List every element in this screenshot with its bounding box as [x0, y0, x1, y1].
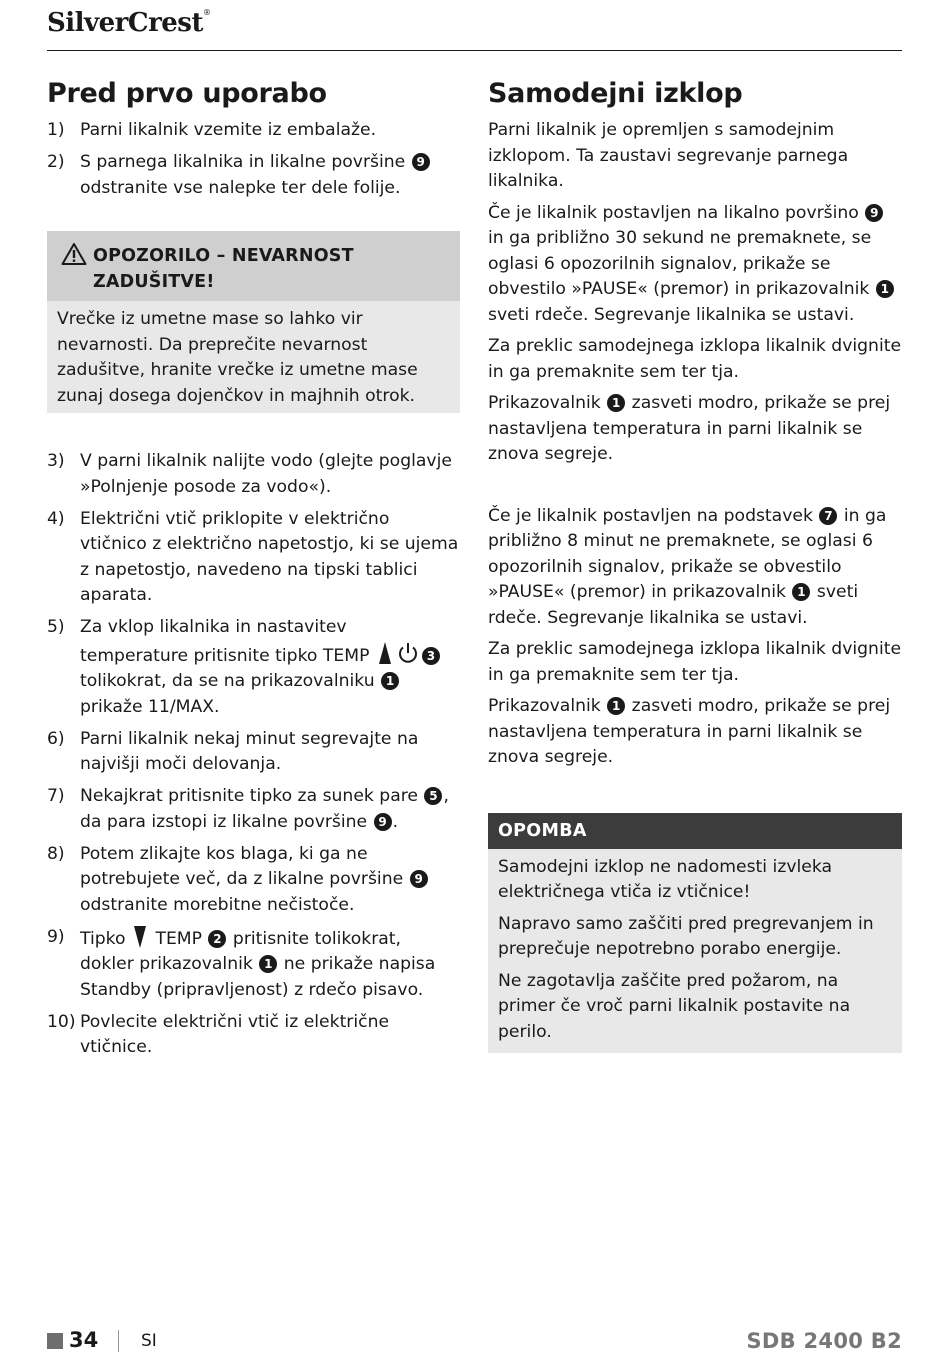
text: Prikazovalnik — [488, 393, 607, 413]
step-4 — [47, 507, 460, 609]
step-number: 8) — [47, 843, 65, 864]
text: sveti rdeče. Segrevanje likalnika se ustavi. — [488, 304, 855, 325]
step-3 — [47, 449, 460, 500]
paragraph — [488, 391, 902, 468]
part-number-badge: 1 — [607, 394, 625, 412]
part-number-badge: 9 — [374, 813, 392, 831]
section-title-auto-off: Samodejni izklop — [488, 78, 743, 109]
step-text: Nekajkrat pritisnite tipko za sunek pare — [80, 786, 424, 806]
left-column — [47, 76, 460, 1067]
paragraph — [488, 694, 902, 771]
warning-box — [47, 231, 460, 413]
step-text: TEMP — [149, 928, 208, 949]
step-8 — [47, 842, 460, 919]
step-text: Tipko — [80, 928, 131, 949]
right-column — [488, 76, 902, 1053]
brand-logo — [47, 8, 210, 38]
text: Če je likalnik postavljen na likalno površino — [488, 202, 865, 223]
part-number-badge: 7 — [819, 507, 837, 525]
part-number-badge: 9 — [410, 870, 428, 888]
warning-body — [47, 301, 460, 413]
part-number-badge: 1 — [259, 955, 277, 973]
step-text: . — [392, 811, 399, 832]
step-text: Električni vtič priklopite v električno vtičnico z električno napetostjo, ki se ujema z napetostjo, navedeno na tipski tablici aparata. — [80, 508, 459, 605]
step-text: odstranite morebitne nečistoče. — [80, 894, 355, 915]
step-6 — [47, 727, 460, 778]
step-text: prikaže 11/MAX. — [80, 696, 220, 717]
brand-name: SilverCrest — [47, 8, 203, 38]
note-box — [488, 813, 902, 1054]
step-text: pritisnite tolikokrat, dokler prikazovalnik — [80, 928, 402, 974]
step-text: Za vklop likalnika in nastavitev temperature pritisnite tipko TEMP — [80, 617, 375, 666]
footer-divider — [118, 1330, 119, 1352]
step-2 — [47, 150, 460, 201]
paragraph: Za preklic samodejnega izklopa likalnik dvignite in ga premaknite sem ter tja. — [488, 336, 902, 382]
part-number-badge: 9 — [412, 153, 430, 171]
warning-header — [47, 231, 460, 301]
temp-up-icon — [378, 641, 392, 665]
part-number-badge: 2 — [208, 930, 226, 948]
step-number: 5) — [47, 617, 65, 637]
paragraph — [488, 201, 902, 329]
text: in ga približno 30 sekund ne premaknete, se oglasi 6 opozorilnih signalov, prikaže se obvestilo »PAUSE« (premor) in prikazovalnik — [488, 228, 875, 299]
step-9 — [47, 925, 460, 1004]
step-text: tolikokrat, da se na prikazovalniku — [80, 671, 381, 691]
text: zasveti modro, prikaže se prej nastavljena temperatura in parni likalnik se znova segreje. — [488, 393, 891, 464]
part-number-badge: 1 — [607, 697, 625, 715]
temp-down-icon — [133, 925, 147, 949]
step-7 — [47, 784, 460, 835]
text: zasveti modro, prikaže se prej nastavljena temperatura in parni likalnik se znova segreje. — [488, 696, 891, 767]
step-text: Potem zlikajte kos blaga, ki ga ne potrebujete več, da z likalne površine — [80, 843, 409, 889]
step-text: S parnega likalnika in likalne površine — [80, 152, 411, 172]
text: Prikazovalnik — [488, 696, 607, 716]
text: sveti rdeče. Segrevanje likalnika se ustavi. — [488, 582, 859, 628]
step-number: 7) — [47, 786, 65, 806]
warning-triangle-icon — [61, 242, 87, 266]
step-text: Parni likalnik nekaj minut segrevajte na najvišji moči delovanja. — [80, 728, 419, 774]
section-title-first-use: Pred prvo uporabo — [47, 78, 327, 109]
note-text: Ne zagotavlja zaščite pred požarom, na primer če vroč parni likalnik postavite na perilo. — [498, 970, 851, 1042]
text: Če je likalnik postavljen na podstavek — [488, 505, 819, 526]
page-number: 34 — [69, 1328, 99, 1352]
page-footer — [47, 1326, 902, 1356]
note-body — [488, 849, 902, 1054]
warning-text: Vrečke iz umetne mase so lahko vir nevarnosti. Da preprečite nevarnost zadušitve, hranite vrečke iz umetne mase zunaj dosega dojenčkov in majhnih otrok. — [57, 309, 418, 406]
note-text: Napravo samo zaščiti pred pregrevanjem in preprečuje nepotrebno porabo energije. — [498, 913, 874, 959]
spacer — [488, 474, 902, 504]
part-number-badge: 1 — [792, 583, 810, 601]
step-number: 10) — [47, 1011, 76, 1032]
warning-title: OPOZORILO – NEVARNOST ZADUŠITVE! — [93, 246, 354, 292]
step-10 — [47, 1010, 460, 1061]
footer-square-icon — [47, 1333, 63, 1349]
step-number: 9) — [47, 926, 65, 947]
part-number-badge: 1 — [876, 280, 894, 298]
step-text: V parni likalnik nalijte vodo (glejte poglavje »Polnjenje posode za vodo«). — [80, 451, 452, 497]
step-text: ne prikaže napisa Standby (pripravljenost) z rdečo pisavo. — [80, 954, 436, 1000]
step-text: odstranite vse nalepke ter dele folije. — [80, 177, 401, 198]
step-number: 4) — [47, 508, 65, 529]
power-icon — [397, 641, 419, 665]
part-number-badge: 9 — [865, 204, 883, 222]
paragraph — [488, 504, 902, 632]
language-code: SI — [141, 1331, 157, 1351]
step-number: 6) — [47, 728, 65, 749]
part-number-badge: 1 — [381, 672, 399, 690]
step-1 — [47, 118, 460, 144]
steps-list-a — [47, 118, 460, 201]
steps-list-b — [47, 449, 460, 1061]
step-number: 3) — [47, 451, 65, 471]
note-title: OPOMBA — [488, 813, 902, 849]
part-number-badge: 5 — [424, 787, 442, 805]
step-text: , da para izstopi iz likalne površine — [80, 786, 449, 832]
text: in ga približno 8 minut ne premaknete, se oglasi 6 opozorilnih signalov, prikaže se obvestilo »PAUSE« (premor) in prikazovalnik — [488, 505, 887, 602]
note-text: Samodejni izklop ne nadomesti izvleka električnega vtiča iz vtičnice! — [498, 856, 833, 902]
model-number: SDB 2400 B2 — [746, 1329, 902, 1353]
paragraph: Za preklic samodejnega izklopa likalnik dvignite in ga premaknite sem ter tja. — [488, 639, 902, 685]
part-number-badge: 3 — [422, 647, 440, 665]
step-number: 1) — [47, 120, 65, 140]
step-5 — [47, 615, 460, 720]
paragraph: Parni likalnik je opremljen s samodejnim izklopom. Ta zaustavi segrevanje parnega likalnika. — [488, 120, 849, 191]
brand-mark: ® — [202, 8, 211, 17]
step-text: Parni likalnik vzemite iz embalaže. — [80, 120, 377, 140]
page-header — [47, 6, 902, 51]
step-text: Povlecite električni vtič iz električne vtičnice. — [80, 1011, 390, 1057]
step-number: 2) — [47, 152, 65, 172]
